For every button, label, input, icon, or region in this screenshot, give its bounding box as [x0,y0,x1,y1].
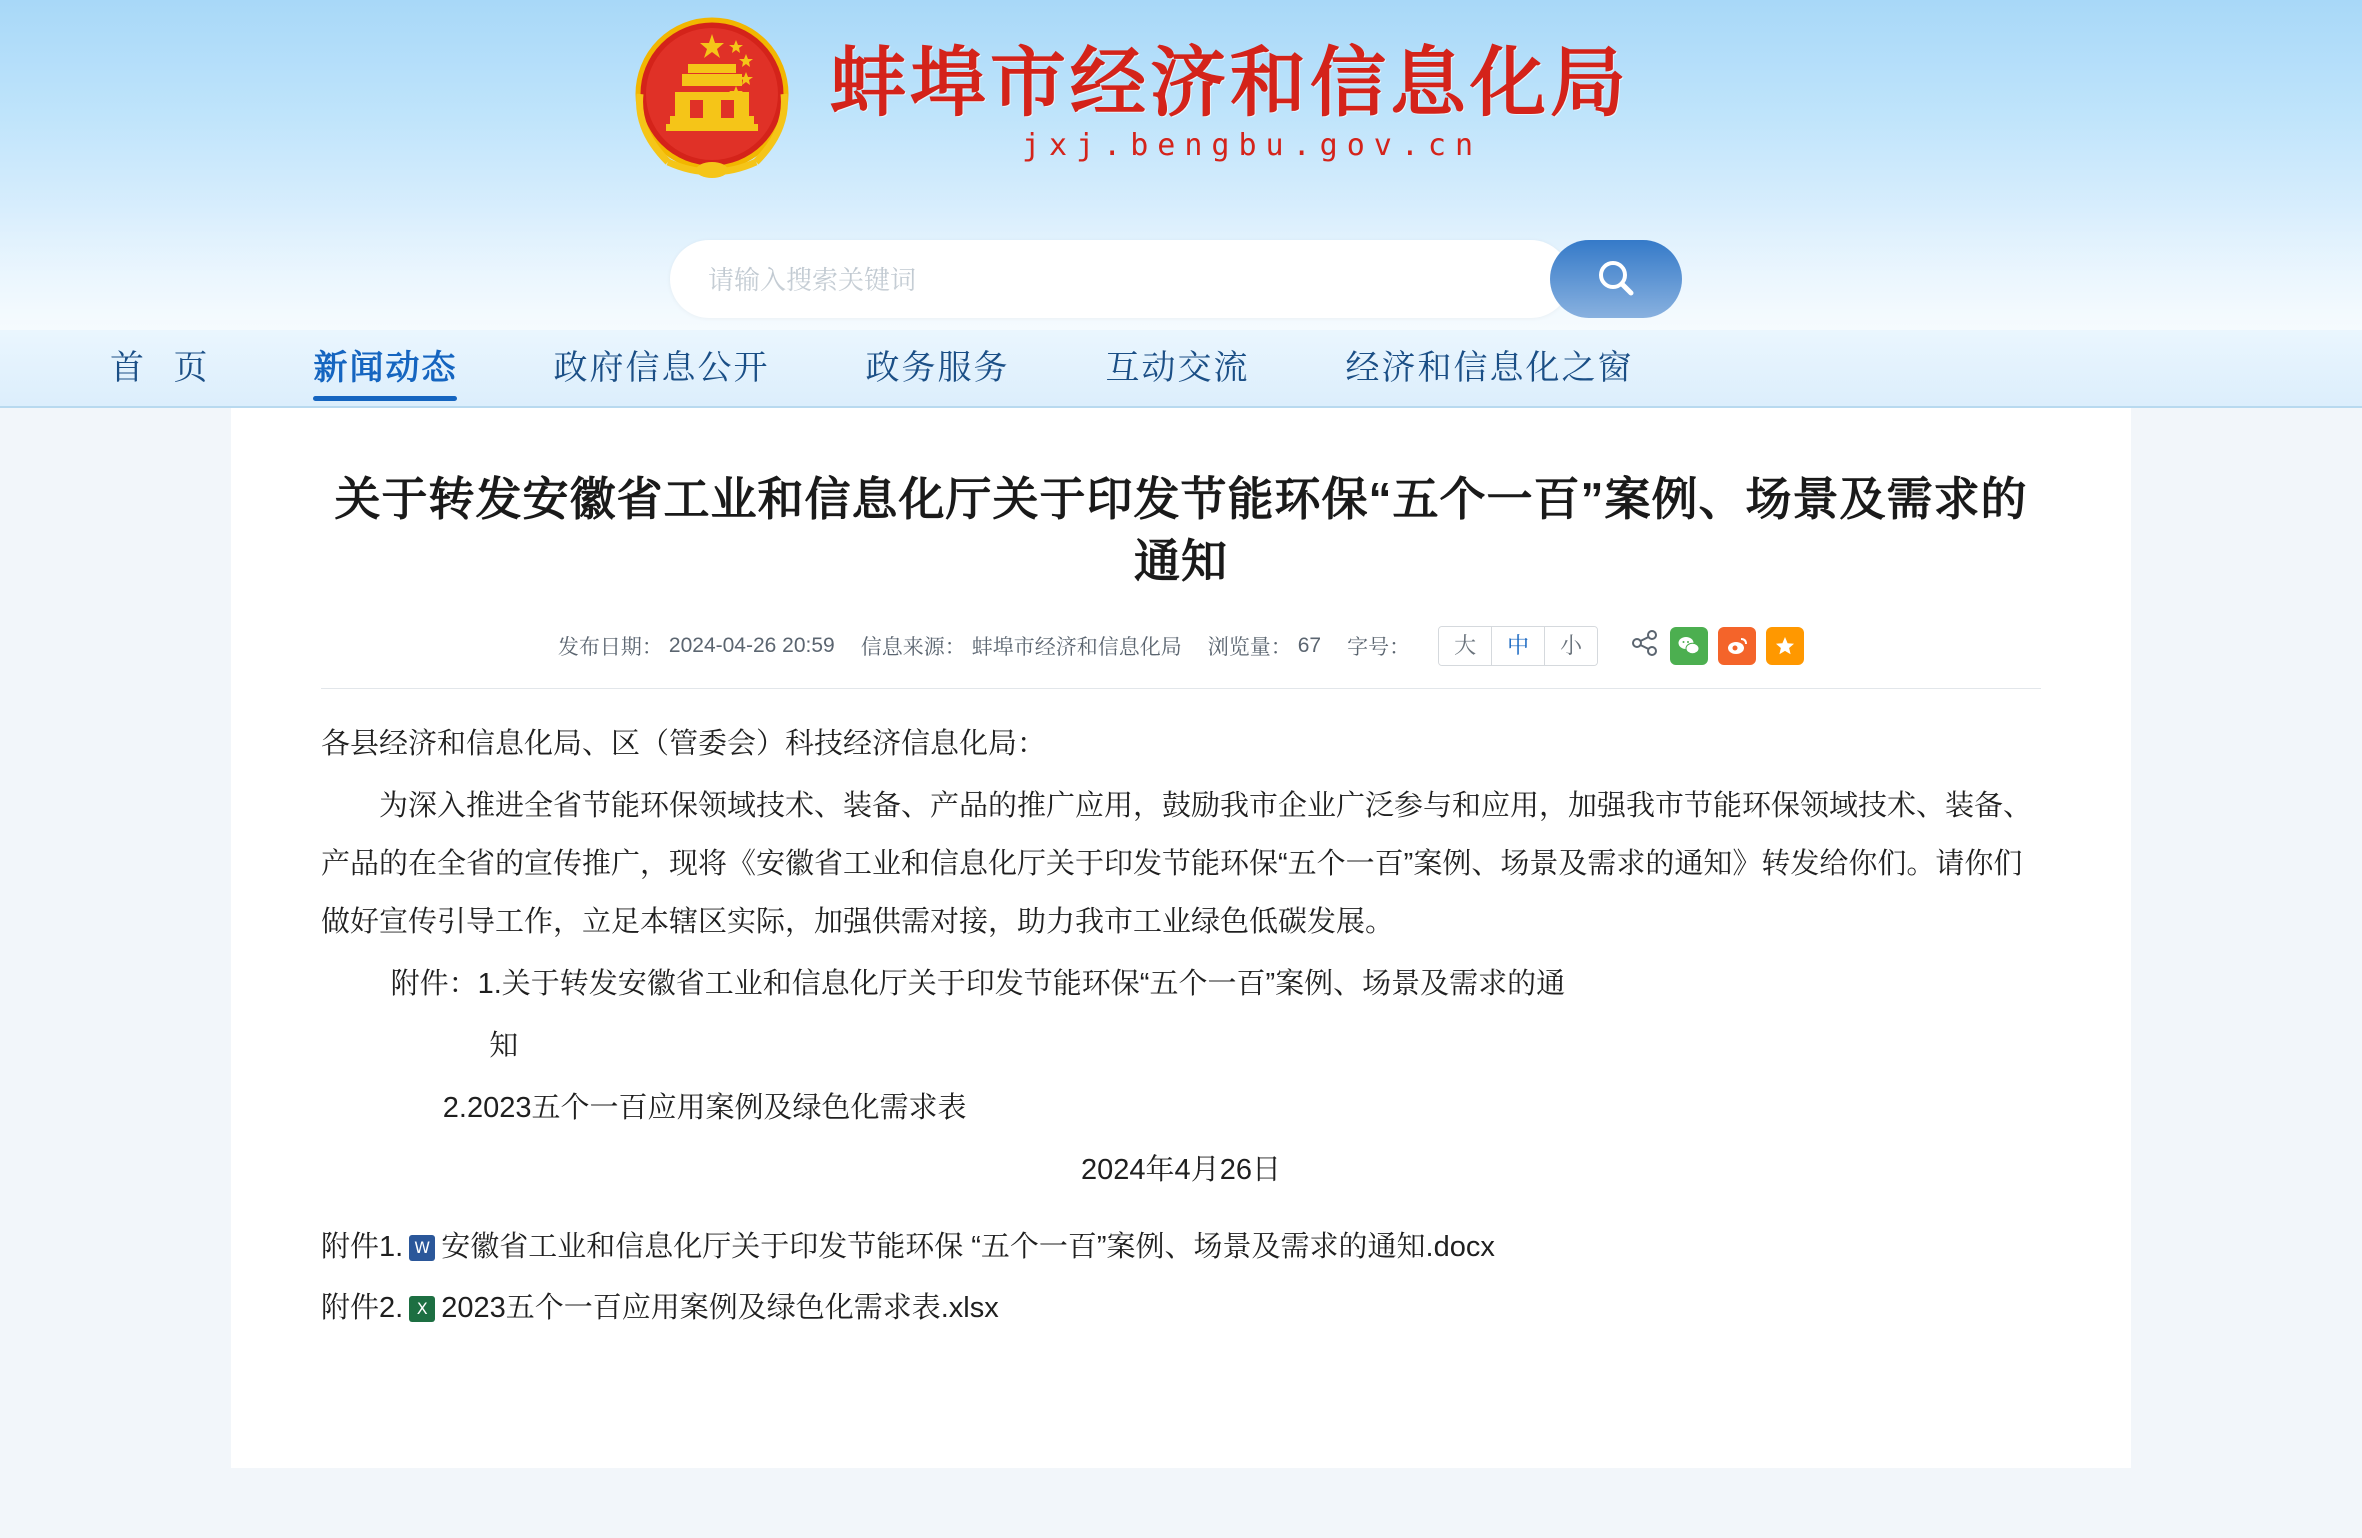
attachment-row-1 [321,1217,2041,1278]
nav-item-gov-info-disclosure[interactable]: 政府信息公开 [553,349,770,387]
article-paragraph-main: 为深入推进全省节能环保领域技术、装备、产品的推广应用，鼓励我市企业广泛参与和应用，加强我市节能环保领域技术、装备、产品的在全省的宣传推广，现将《安徽省工业和信息化厅关于印发节能环保“五个一百”案例、场景及需求的通知》转发给你们。请你们做好宣传引导工作，立足本辖区实际，加强供需对接，助力我市工业绿色低碳发展。 [321,790,2033,939]
attachment-inline-2: 2.2023五个一百应用案例及绿色化需求表 [442,1092,967,1125]
nav-item-gov-services[interactable]: 政务服务 [865,349,1010,387]
fontsize-large-button[interactable]: 大 [1439,627,1492,665]
main-navigation [0,330,2362,408]
favorite-share-icon[interactable] [1766,627,1804,665]
nav-item-home[interactable]: 首 页 [110,349,218,387]
search-button[interactable] [1550,240,1682,318]
article-meta-bar [321,626,2041,689]
attachment-inline-line-1-cont: 知 [489,1030,519,1063]
attachment-intro-label: 附件： [390,968,478,1001]
search-bar [670,240,1682,318]
site-header [0,0,2362,330]
source-label: 信息来源： [860,636,966,660]
attachment-inline-line-1 [321,955,2041,1013]
attachment-1-link[interactable]: 安徽省工业和信息化厅关于印发节能环保 “五个一百”案例、场景及需求的通知.docx [441,1231,1495,1264]
site-title: 蚌埠市经济和信息化局 [830,38,1630,127]
share-icon[interactable] [1630,628,1660,664]
attachment-row-2 [321,1278,2041,1339]
page-background [0,408,2362,1538]
fontsize-medium-button[interactable]: 中 [1492,627,1545,665]
attachment-inline-1: 1.关于转发安徽省工业和信息化厅关于印发节能环保“五个一百”案例、场景及需求的通 [477,968,1566,1001]
sign-date: 2024年4月26日 [1081,1154,1281,1187]
search-input[interactable] [706,240,1510,320]
site-domain: jxj.bengbu.gov.cn [1022,128,1483,163]
article-body [321,715,2041,1199]
national-emblem-icon [620,10,805,195]
publish-date-label: 发布日期： [557,636,663,660]
search-icon [1594,256,1638,303]
attachment-2-prefix: 附件2. [321,1292,404,1325]
source-value: 蚌埠市经济和信息化局 [971,636,1182,660]
publish-date-value: 2024-04-26 20:59 [668,634,835,658]
fontsize-control [1438,626,1598,666]
views-value: 67 [1297,634,1322,658]
search-input-box [670,240,1570,318]
nav-item-news[interactable]: 新闻动态 [313,329,457,407]
attachment-1-prefix: 附件1. [321,1231,404,1264]
attachment-2-link[interactable]: 2023五个一百应用案例及绿色化需求表.xlsx [441,1292,999,1325]
article-paragraph-salutation: 各县经济和信息化局、区（管委会）科技经济信息化局： [321,728,1047,761]
fontsize-label: 字号： [1347,636,1411,660]
attachment-links [321,1217,2041,1339]
share-group [1630,627,1804,665]
fontsize-small-button[interactable]: 小 [1545,627,1597,665]
word-file-icon: W [409,1235,435,1261]
nav-item-economy-window[interactable]: 经济和信息化之窗 [1345,349,1634,387]
article-card [231,408,2131,1468]
excel-file-icon: X [409,1296,435,1322]
page-title: 关于转发安徽省工业和信息化厅关于印发节能环保“五个一百”案例、场景及需求的通知 [334,473,2028,588]
nav-item-interaction[interactable]: 互动交流 [1105,349,1250,387]
wechat-share-icon[interactable] [1670,627,1708,665]
weibo-share-icon[interactable] [1718,627,1756,665]
views-label: 浏览量： [1207,636,1292,660]
